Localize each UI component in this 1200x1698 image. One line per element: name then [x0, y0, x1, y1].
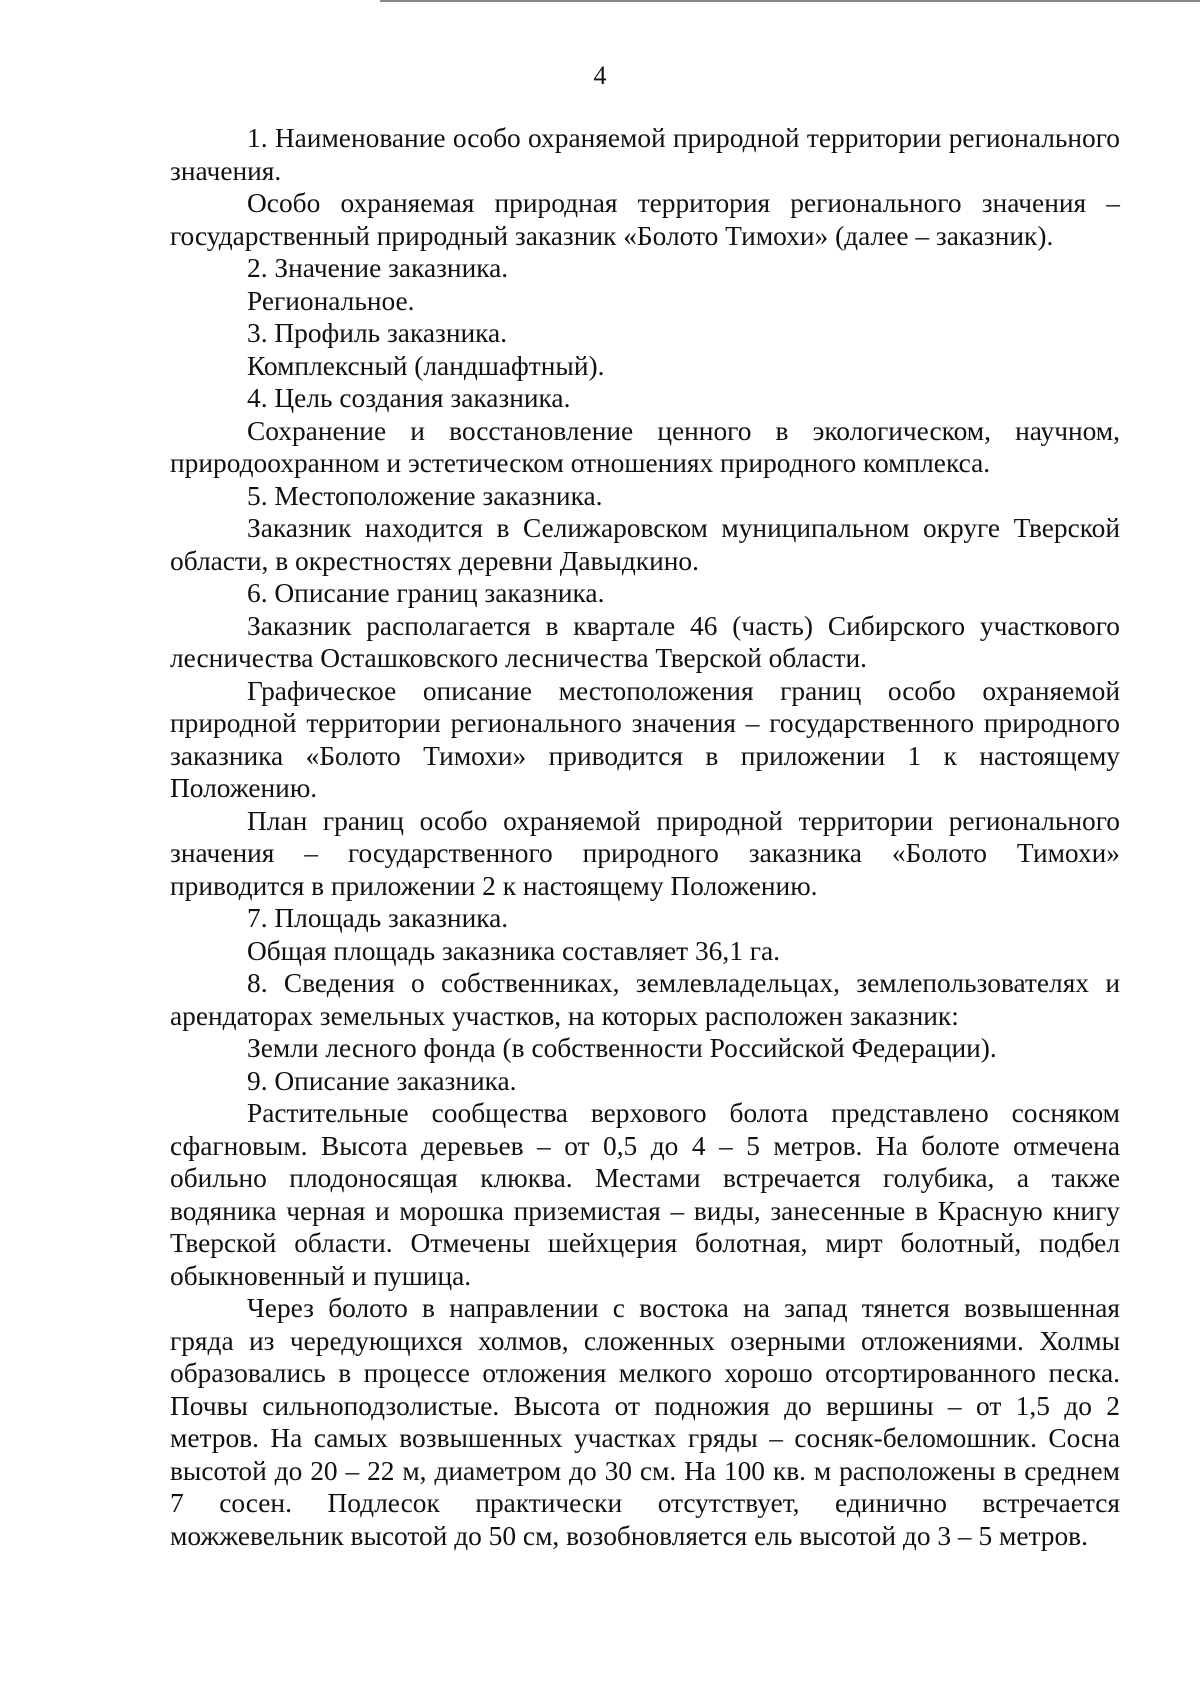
paragraph-9-heading: 9. Описание заказника. — [247, 1065, 517, 1096]
paragraph-6-heading: 6. Описание границ заказника. — [247, 578, 605, 608]
paragraph-5-heading: 5. Местоположение заказника. — [247, 480, 603, 511]
paragraph-boundaries-text: Заказник располагается в квартале 46 (часть) Сибирского участкового лесничества Осташковского лесничества Тверской области. — [170, 610, 1120, 673]
paragraph-boundary-plan-text: План границ особо охраняемой природной территории регионального значения – государственного природного заказника «Болото Тимохи» приводится в приложении 2 к настоящему Положению. — [170, 805, 1120, 901]
paragraph-ridge-text: Через болото в направлении с востока на запад тянется возвышенная гряда из чередующихся холмов, сложенных озерными отложениями. Холмы образовались в процессе отложения мелкого хорошо отсортированного песка. Почвы сильноподзолистые. Высота от подножия до вершины – от 1,5 до 2 метров. На самых возвышенных участках гряды – сосняк-беломошник. Сосна высотой до 20 – 22 м, диаметром до 30 см. На 100 кв. м расположены в среднем 7 сосен. Подлесок практически отсутствует, единично встречается можжевельник высотой до 50 см, возобновляется ель высотой до 3 – 5 метров. — [170, 1293, 1120, 1551]
paragraph-4-heading: 4. Цель создания заказника. — [247, 383, 571, 413]
document-body — [170, 122, 1120, 1552]
page-top-edge-line — [380, 0, 1200, 2]
paragraph-8-heading: 8. Сведения о собственниках, землевладельцах, землепользователях и арендаторах земельных участков, на которых расположен заказник: — [170, 968, 1120, 1031]
paragraph-vegetation-text: Растительные сообщества верхового болота представлено сосняком сфагновым. Высота деревьев – от 0,5 до 4 – 5 метров. На болоте отмечена обильно плодоносящая клюква. Местами встречается голубика, а также водяника черная и морошка приземистая – виды, занесенные в Красную книгу Тверской области. Отмечены шейхцерия болотная, мирт болотный, подбел обыкновенный и пушица. — [170, 1098, 1120, 1291]
paragraph-area-text: Общая площадь заказника составляет 36,1 га. — [247, 935, 781, 966]
paragraph-location-text: Заказник находится в Селижаровском муниципальном округе Тверской области, в окрестностях деревни Давыдкино. — [170, 513, 1120, 576]
paragraph-purpose-text: Сохранение и восстановление ценного в экологическом, научном, природоохранном и эстетическом отношениях природного комплекса. — [170, 415, 1120, 478]
paragraph-owners-text: Земли лесного фонда (в собственности Российской Федерации). — [247, 1033, 997, 1063]
paragraph-2-heading: 2. Значение заказника. — [247, 253, 509, 283]
paragraph-7-heading: 7. Площадь заказника. — [247, 903, 509, 933]
paragraph-3-heading: 3. Профиль заказника. — [247, 318, 508, 348]
paragraph-significance-text: Региональное. — [247, 285, 415, 316]
paragraph-graphic-description-text: Графическое описание местоположения границ особо охраняемой природной территории регионального значения – государственного природного заказника «Болото Тимохи» приводится в приложении 1 к настоящему Положению. — [170, 675, 1120, 803]
page-number: 4 — [593, 61, 607, 90]
paragraph-1-heading: 1. Наименование особо охраняемой природной территории регионального значения. — [170, 123, 1120, 186]
paragraph-profile-text: Комплексный (ландшафтный). — [247, 350, 605, 381]
paragraph-name-text: Особо охраняемая природная территория регионального значения – государственный природный заказник «Болото Тимохи» (далее – заказник). — [170, 188, 1120, 251]
